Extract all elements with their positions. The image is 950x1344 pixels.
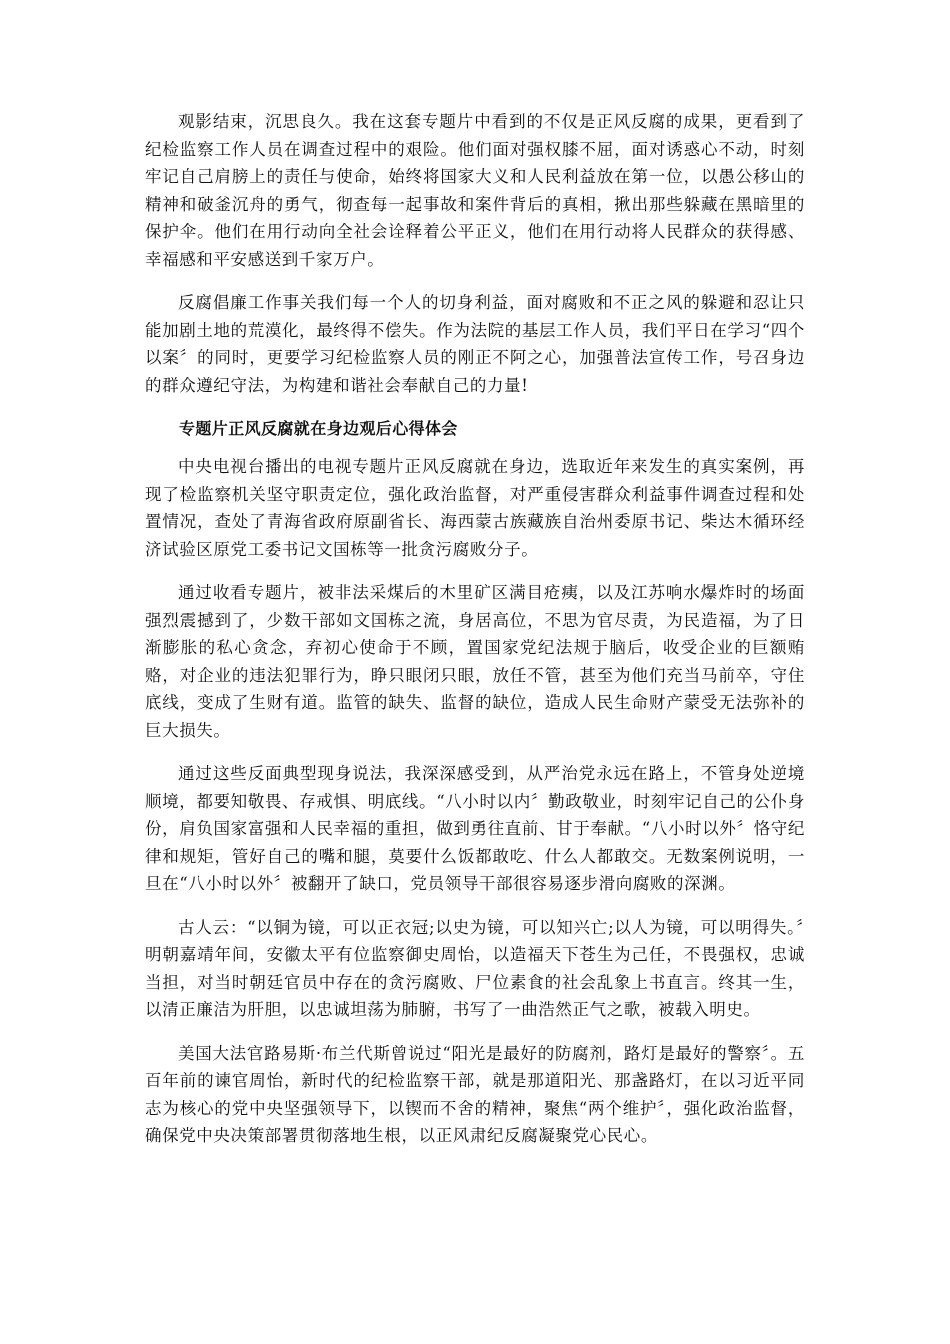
paragraph-muli-mine: 通过收看专题片，被非法采煤后的木里矿区满目疮痍，以及江苏响水爆炸时的场面强烈震撼到了，少数干部如文国栋之流，身居高位，不思为官尽责，为民造福，为了日渐膨胀的私心贪念，弃初心使命于不顾，置国家党纪法规于脑后，收受企业的巨额贿赂，对企业的违法犯罪行为，睁只眼闭只眼，放任不管，甚至为他们充当马前卒，守住底线，变成了生财有道。监管的缺失、监督的缺位，造成人民生命财产蒙受无法弥补的巨大损失。: [145, 583, 805, 740]
paragraph-eight-hours: 通过这些反面典型现身说法，我深深感受到，从严治党永远在路上，不管身处逆境顺境，都要知敬畏、存戒惧、明底线。“八小时以内〞勤政敬业，时刻牢记自己的公仆身份，肩负国家富强和人民幸福的重担，做到勇往直前、甘于奉献。“八小时以外〞恪守纪律和规矩，管好自己的嘴和腿，莫要什么饭都敢吃、什么人都敢交。无数案例说明，一旦在“八小时以外〞被翻开了缺口，党员领导干部很容易逐步滑向腐败的深渊。: [145, 764, 805, 893]
paragraph-ancient-saying: 古人云：“以铜为镜，可以正衣冠;以史为镜，可以知兴亡;以人为镜，可以明得失。〞明朝嘉靖年间，安徽太平有位监察御史周怡，以造福天下苍生为己任，不畏强权，忠诚当担，对当时朝廷官员中存在的贪污腐败、尸位素食的社会乱象上书直言。终其一生，以清正廉洁为肝胆，以忠诚坦荡为肺腑，书写了一曲浩然正气之歌，被载入明史。: [145, 917, 805, 1019]
paragraph-anti-corruption-interest: 反腐倡廉工作事关我们每一个人的切身利益，面对腐败和不正之风的躲避和忍让只能加剧土地的荒漠化，最终得不偿失。作为法院的基层工作人员，我们平日在学习“四个以案〞的同时，更要学习纪检监察人员的刚正不阿之心，加强普法宣传工作，号召身边的群众遵纪守法，为构建和谐社会奉献自己的力量!: [145, 293, 805, 395]
paragraph-sunlight-disinfectant: 美国大法官路易斯·布兰代斯曾说过“阳光是最好的防腐剂，路灯是最好的警察〞。五百年前的谏官周怡，新时代的纪检监察干部，就是那道阳光、那盏路灯，在以习近平同志为核心的党中央坚强领导下，以锲而不舍的精神，聚焦“两个维护〞，强化政治监督，确保党中央决策部署贯彻落地生根，以正风肃纪反腐凝聚党心民心。: [145, 1043, 805, 1145]
document-body: [145, 108, 805, 1166]
paragraph-cctv-documentary: 中央电视台播出的电视专题片正风反腐就在身边，选取近年来发生的真实案例，再现了检监察机关坚守职责定位，强化政治监督，对严重侵害群众利益事件调查过程和处置情况，查处了青海省政府原副省长、海西蒙古族藏族自治州委原书记、柴达木循环经济试验区原党工委书记文国栋等一批贪污腐败分子。: [145, 457, 805, 559]
paragraph-viewing-reflection: 观影结束，沉思良久。我在这套专题片中看到的不仅是正风反腐的成果，更看到了纪检监察工作人员在调查过程中的艰险。他们面对强权膝不屈，面对诱惑心不动，时刻牢记自己肩膀上的责任与使命，始终将国家大义和人民利益放在第一位，以愚公移山的精神和破釜沉舟的勇气，彻查每一起事故和案件背后的真相，揪出那些躲藏在黑暗里的保护伞。他们在用行动向全社会诠释着公平正义，他们在用行动将人民群众的获得感、幸福感和平安感送到千家万户。: [145, 112, 805, 269]
section-heading: 专题片正风反腐就在身边观后心得体会: [179, 419, 458, 438]
